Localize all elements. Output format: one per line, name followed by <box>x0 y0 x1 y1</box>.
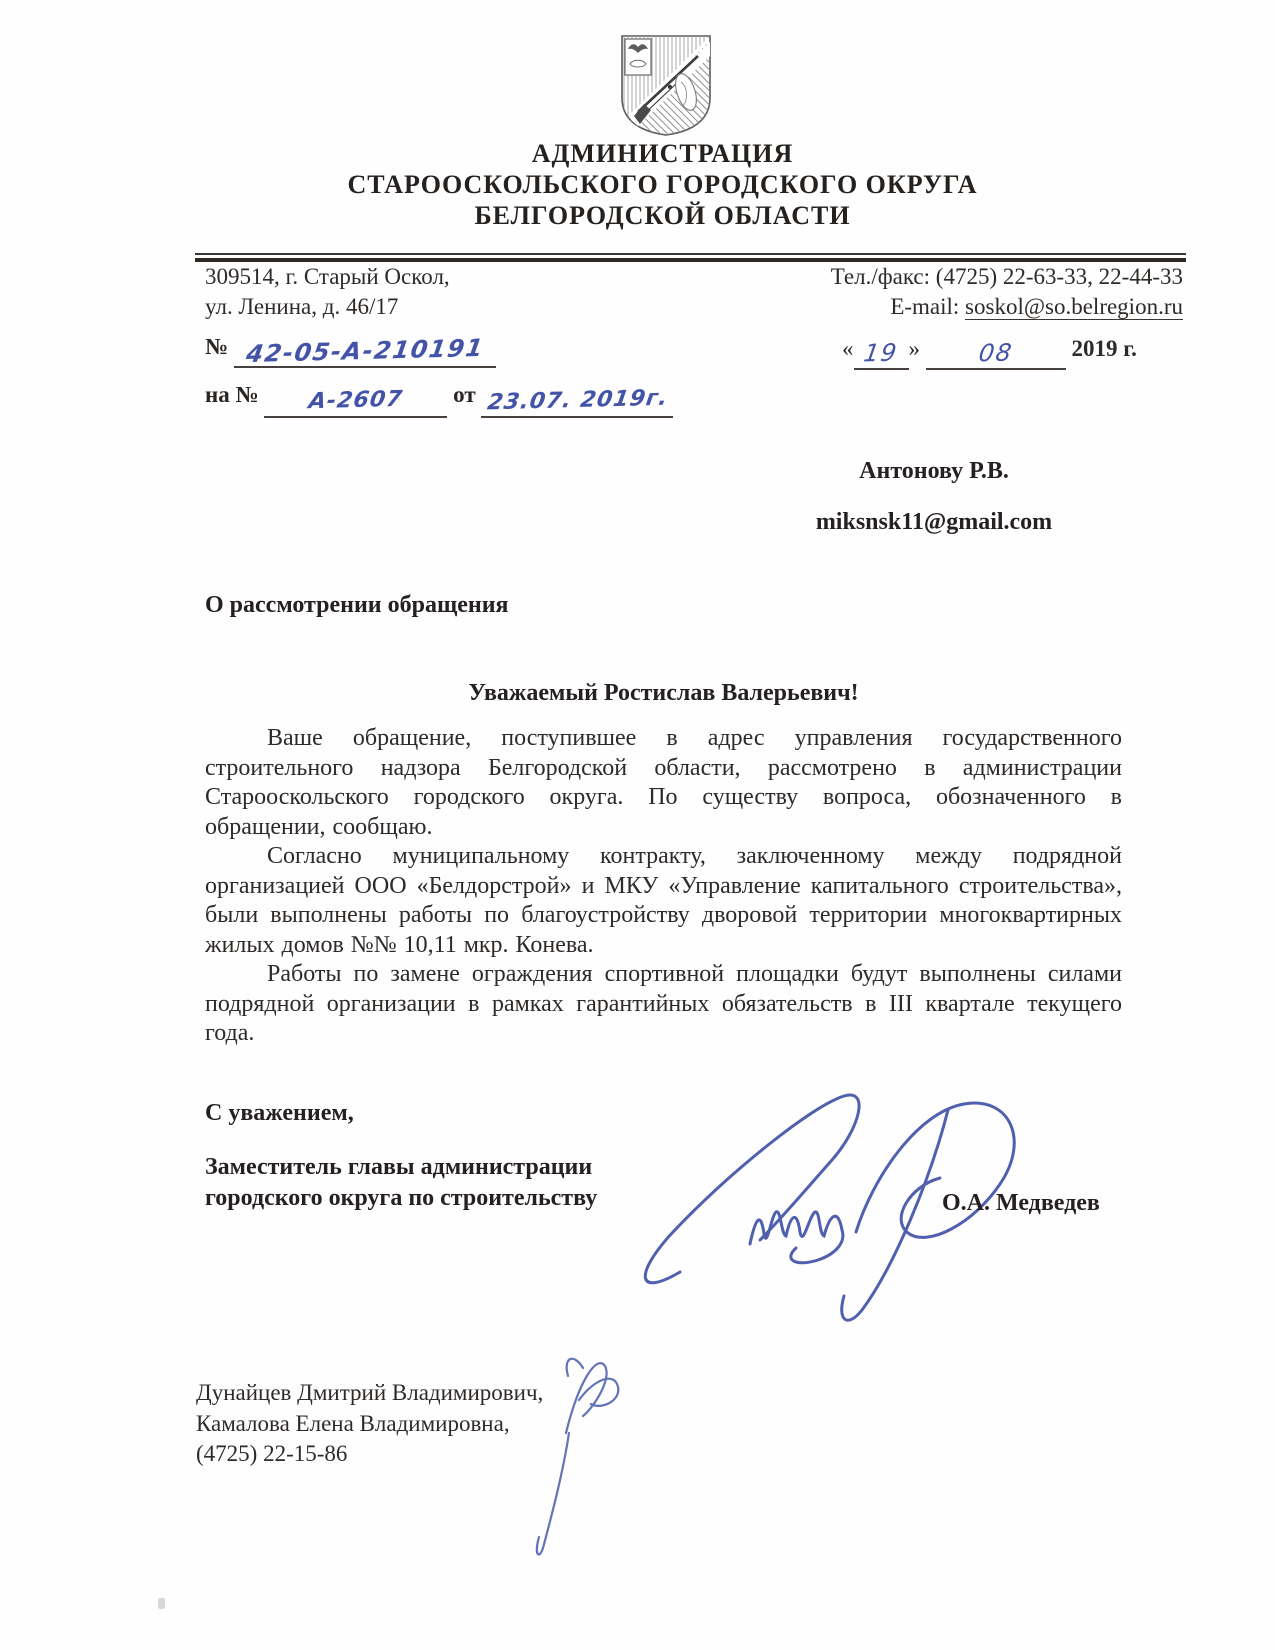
signer-position-line1: Заместитель главы администрации <box>205 1154 593 1180</box>
email-line <box>560 292 1183 322</box>
recipient-email: miksnsk11@gmail.com <box>815 509 1053 535</box>
sender-email: soskol@so.belregion.ru <box>965 294 1183 319</box>
reply-number-handwritten: А-2607 <box>307 386 405 415</box>
org-title-line2: СТАРООСКОЛЬСКОГО ГОРОДСКОГО ОКРУГА <box>347 170 978 199</box>
executor-name-2: Камалова Елена Владимировна, <box>196 1410 510 1436</box>
close-quote: » <box>908 336 920 361</box>
date-day-blank <box>854 340 909 370</box>
body-paragraph-2: Согласно муниципальному контракту, заключенному между подрядной организацией ООО «Белдорстрой» и МКУ «Управление капитального строительства», были выполнены работы по благоустройству дворовой территории многоквартирных жилых домов №№ 10,11 мкр. Конева. <box>205 843 1122 958</box>
executor-name-1: Дунайцев Дмитрий Владимирович, <box>196 1380 544 1405</box>
phone-fax: Тел./факс: (4725) 22-63-33, 22-44-33 <box>830 264 1183 289</box>
reply-date-handwritten: 23.07. 2019г. <box>485 385 670 416</box>
signer-name: О.А. Медведев <box>942 1190 1100 1216</box>
open-quote: « <box>842 336 854 361</box>
outgoing-number-blank <box>234 333 496 369</box>
secondary-signature-ink <box>521 1338 656 1568</box>
reply-date-label: от <box>453 382 476 407</box>
reply-label: на № <box>205 382 259 407</box>
email-label: E-mail: <box>890 294 966 319</box>
org-title-line1: АДМИНИСТРАЦИЯ <box>531 139 794 168</box>
executor-phone: (4725) 22-15-86 <box>196 1441 348 1466</box>
reply-reference-row <box>205 382 673 418</box>
scan-smudge <box>158 1598 165 1609</box>
sender-address <box>205 262 450 322</box>
org-title <box>150 138 1175 231</box>
recipient-block <box>745 458 1123 536</box>
date-month-blank <box>926 340 1066 370</box>
executor-contacts <box>196 1378 543 1470</box>
letterhead-divider <box>195 253 1186 262</box>
sender-contacts <box>560 262 1183 322</box>
number-label: № <box>205 334 229 359</box>
outgoing-number-handwritten: 42-05-А-210191 <box>244 333 486 369</box>
date-month-handwritten: 08 <box>976 338 1015 368</box>
signer-position <box>205 1152 597 1214</box>
divider-thin-line <box>195 253 1186 255</box>
letter-date-row <box>842 336 1137 370</box>
body-paragraph-3: Работы по замене ограждения спортивной площадки будут выполнены силами подрядной организации в рамках гарантийных обязательств в III квартале текущего года. <box>205 961 1122 1046</box>
outgoing-number-row <box>205 334 496 368</box>
salutation: Уважаемый Ростислав Валерьевич! <box>468 680 859 706</box>
date-day-handwritten: 19 <box>862 338 900 368</box>
recipient-name: Антонову Р.В. <box>859 458 1009 484</box>
closing-phrase: С уважением, <box>205 1100 354 1126</box>
signer-position-line2: городского округа по строительству <box>205 1185 598 1211</box>
reply-date-blank <box>481 385 673 418</box>
org-title-line3: БЕЛГОРОДСКОЙ ОБЛАСТИ <box>474 201 851 230</box>
address-line2: ул. Ленина, д. 46/17 <box>205 294 399 319</box>
letter-body <box>205 724 1122 1049</box>
body-paragraph-1: Ваше обращение, поступившее в адрес управления государственного строительного надзора Белгородской области, рассмотрено в администрации Старооскольского городского округа. По существу вопроса, обозначенного в обращении, сообщаю. <box>205 725 1122 840</box>
subject-line: О рассмотрении обращения <box>205 592 509 618</box>
reply-number-blank <box>264 388 447 418</box>
date-year: 2019 г. <box>1071 336 1137 361</box>
address-line1: 309514, г. Старый Оскол, <box>205 264 450 289</box>
stary-oskol-coat-of-arms-icon <box>618 32 714 143</box>
